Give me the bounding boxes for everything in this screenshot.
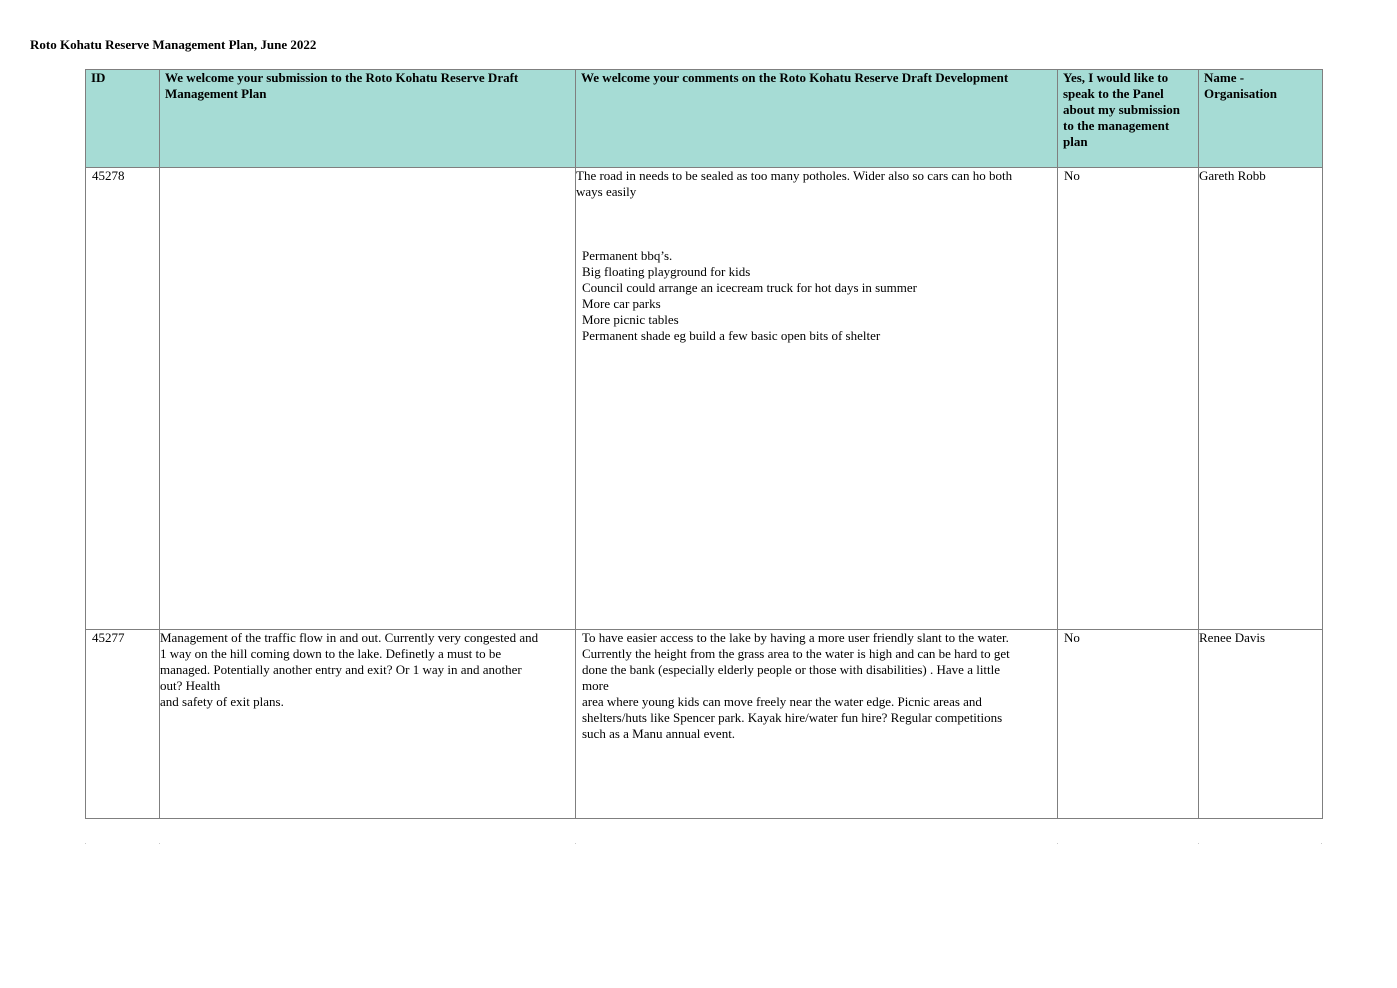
cell-comments [576,630,1058,819]
comment-line: area where young kids can move freely near the water edge. Picnic areas and [582,694,982,709]
header-comments: We welcome your comments on the Roto Kohatu Reserve Draft Development [576,70,1058,168]
list-item: Permanent bbq’s. [582,248,673,263]
table-header-row [86,70,1323,168]
cell-id: 45277 [86,630,160,819]
submission-line: 1 way on the hill coming down to the lake. Definetly a must to be [160,646,502,661]
comment-line: more [582,678,609,693]
comment-line: shelters/huts like Spencer park. Kayak hire/water fun hire? Regular competitions [582,710,1003,725]
submissions-table [85,69,1323,819]
cell-name: Renee Davis [1199,630,1323,819]
table-row [86,168,1323,630]
document-title: Roto Kohatu Reserve Management Plan, June 2022 [30,37,317,52]
cell-speak: No [1058,168,1199,630]
cell-id: 45278 [86,168,160,630]
comment-line: ways easily [576,184,637,199]
submission-line: Management of the traffic flow in and out. Currently very congested and [160,630,539,645]
page-footer-rule [85,843,1322,844]
submission-line: out? Health [160,678,221,693]
cell-speak: No [1058,630,1199,819]
header-id: ID [86,70,160,168]
cell-submission [160,630,576,819]
comment-line: Currently the height from the grass area to the water is high and can be hard to get [582,646,1010,661]
comments-intro [576,168,1057,200]
comment-line: To have easier access to the lake by having a more user friendly slant to the water. [582,630,1009,645]
comment-line: The road in needs to be sealed as too many potholes. Wider also so cars can ho both [576,168,1013,183]
cell-name: Gareth Robb [1199,168,1323,630]
submission-text [160,630,575,710]
cell-comments [576,168,1058,630]
comment-line: done the bank (especially elderly people or those with disabilities) . Have a little [582,662,1001,677]
submission-line: managed. Potentially another entry and exit? Or 1 way in and another [160,662,522,677]
table-row [86,630,1323,819]
list-item: Permanent shade eg build a few basic open bits of shelter [582,328,881,343]
list-item: More car parks [582,296,661,311]
header-submission: We welcome your submission to the Roto Kohatu Reserve Draft Management Plan [160,70,576,168]
comments-list [576,248,1057,344]
cell-submission [160,168,576,630]
list-item: Council could arrange an icecream truck for hot days in summer [582,280,917,295]
list-item: More picnic tables [582,312,679,327]
submission-line: and safety of exit plans. [160,694,284,709]
header-name: Name - Organisation [1199,70,1323,168]
comment-line: such as a Manu annual event. [582,726,736,741]
list-item: Big floating playground for kids [582,264,751,279]
comments-text [582,630,1057,742]
header-speak: Yes, I would like to speak to the Panel about my submission to the management plan [1058,70,1199,168]
